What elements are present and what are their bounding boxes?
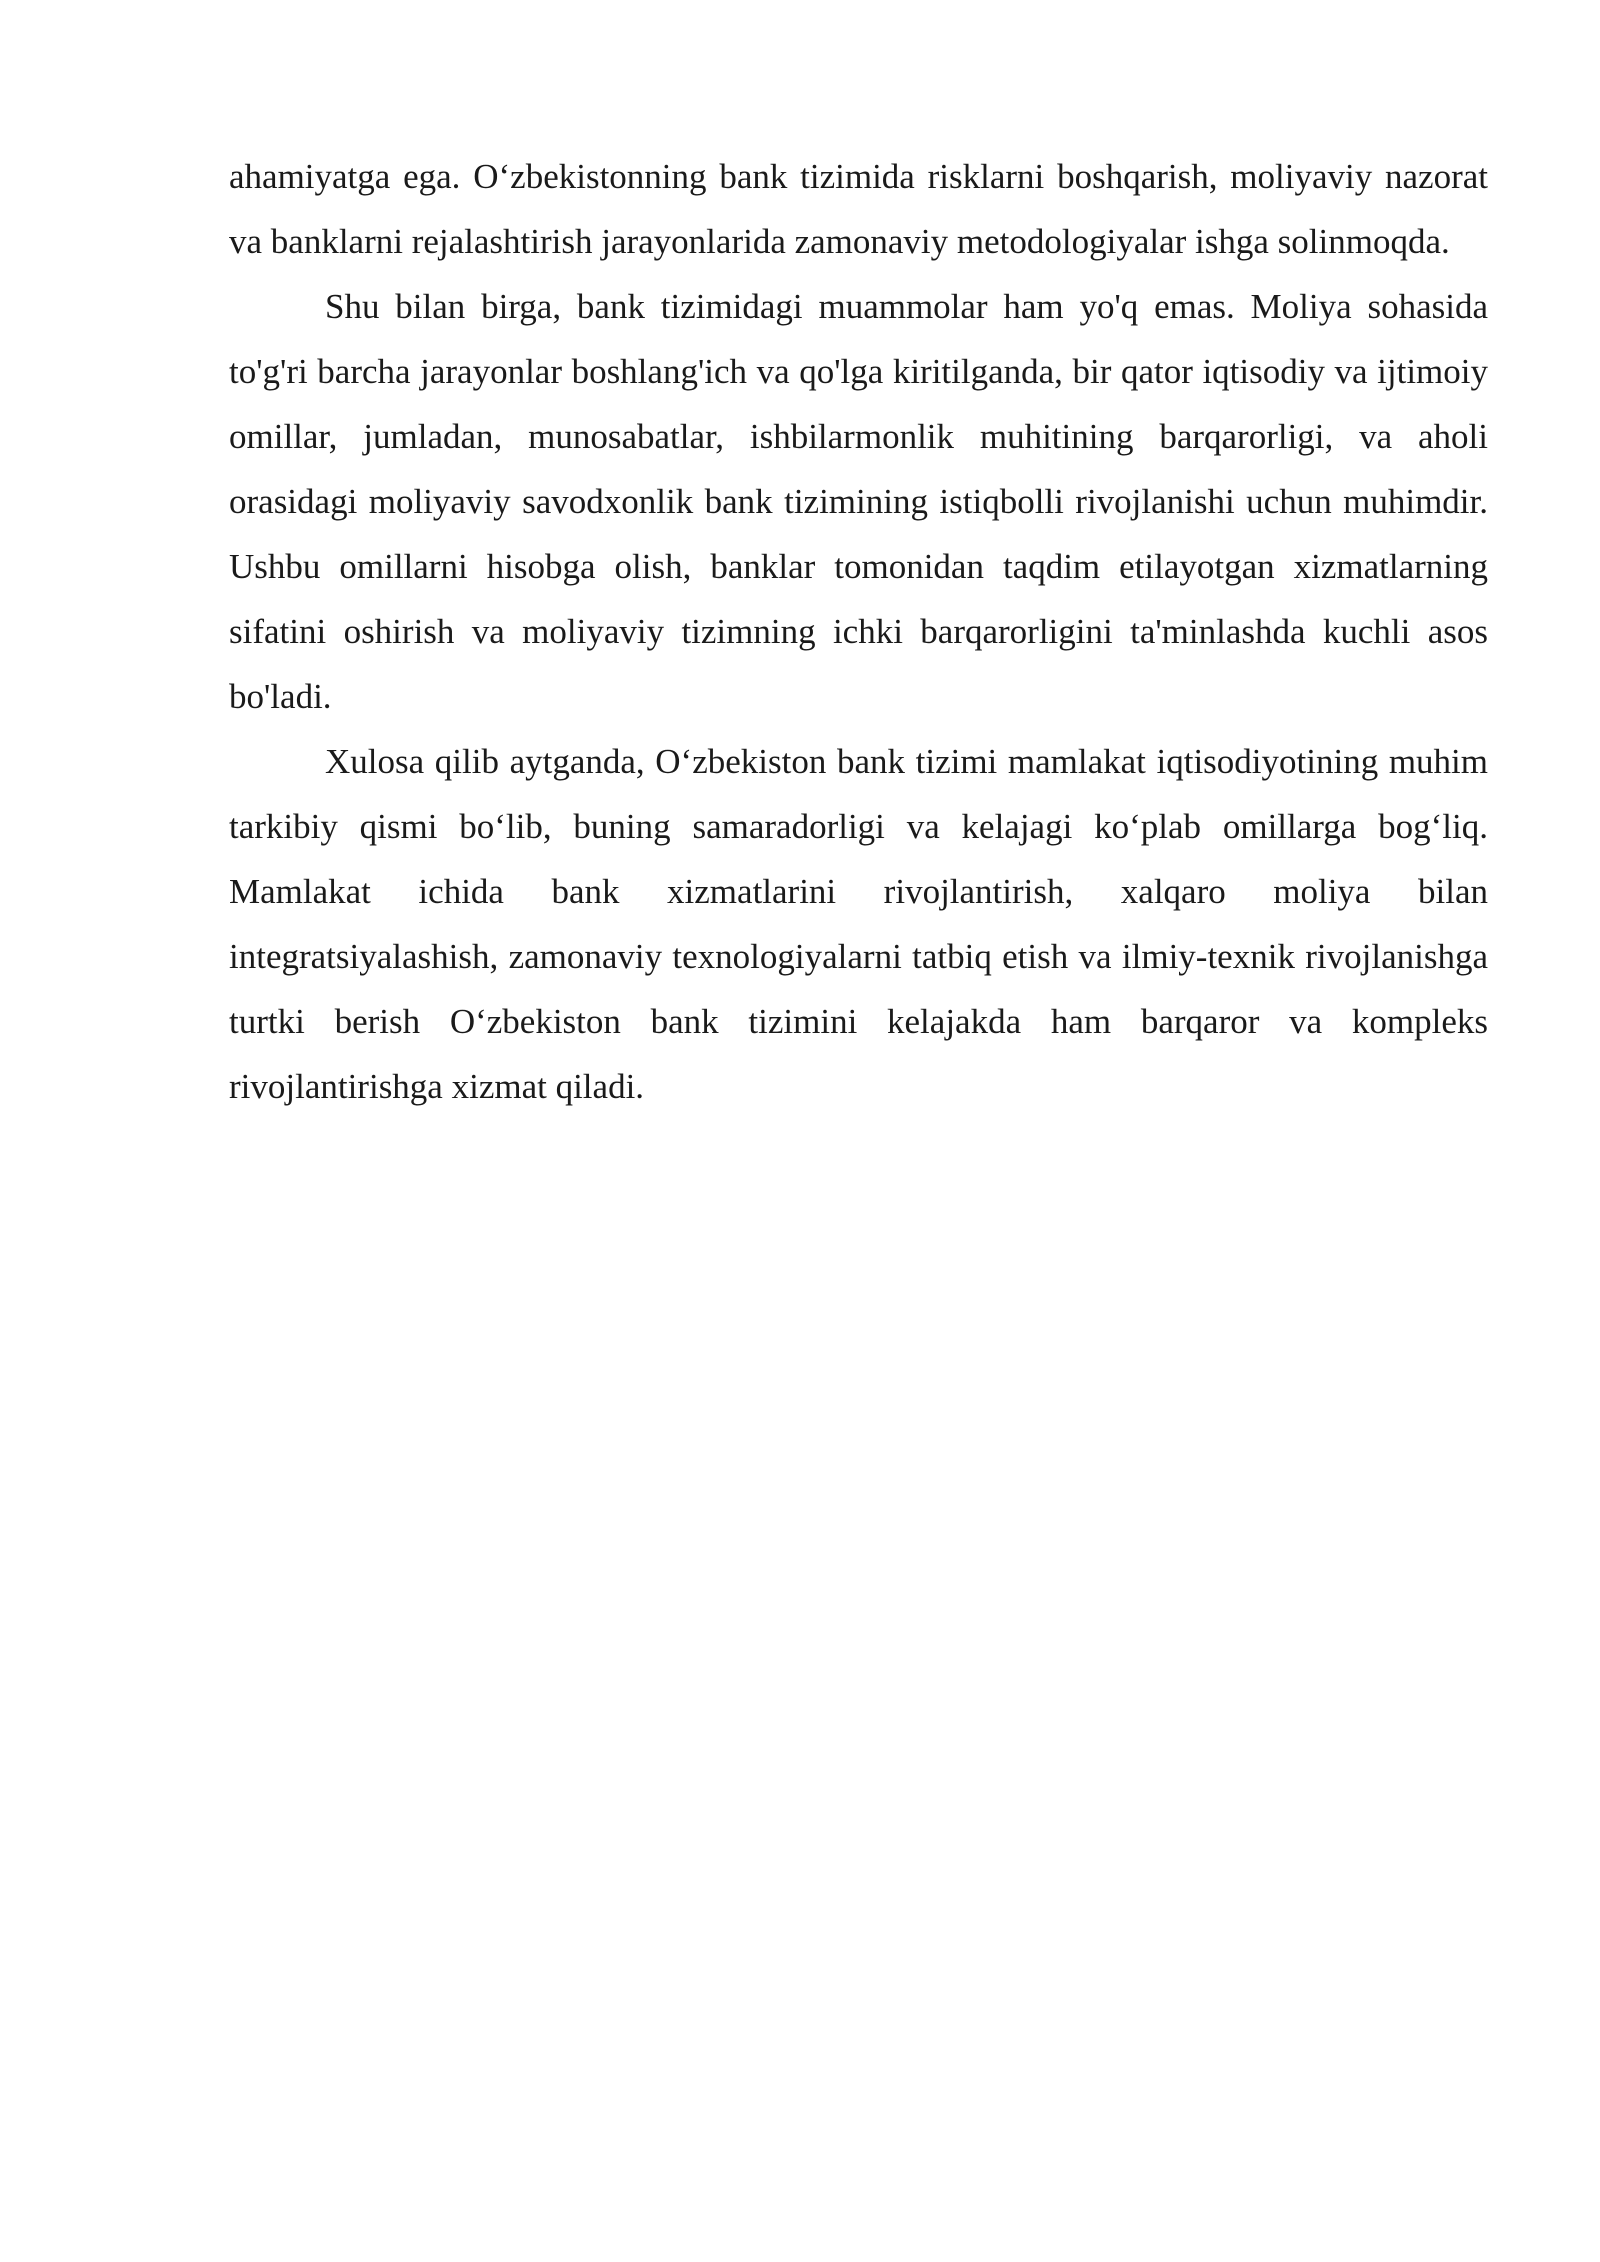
paragraph-conclusion: Xulosa qilib aytganda, O‘zbekiston bank tizimi mamlakat iqtisodiyotining muhim tarkibiy qismi bo‘lib, buning samaradorligi va kelajagi ko‘plab omillarga bog‘liq. Mamlakat ichida bank xizmatlarini rivojlantirish, xalqaro moliya bilan integratsiyalashish, zamonaviy texnologiyalarni tatbiq etish va ilmiy-texnik rivojlanishga turtki berish O‘zbekiston bank tizimini kelajakda ham barqaror va kompleks rivojlantirishga xizmat qiladi.: [229, 742, 1488, 1106]
paragraph-continuation: ahamiyatga ega. O‘zbekistonning bank tizimida risklarni boshqarish, moliyaviy nazorat va banklarni rejalashtirish jarayonlarida zamonaviy metodologiyalar ishga solinmoqda.: [229, 157, 1488, 261]
document-body: [229, 144, 1488, 1119]
paragraph-banking-problems: Shu bilan birga, bank tizimidagi muammolar ham yo'q emas. Moliya sohasida to'g'ri barcha jarayonlar boshlang'ich va qo'lga kiritilganda, bir qator iqtisodiy va ijtimoiy omillar, jumladan, munosabatlar, ishbilarmonlik muhitining barqarorligi, va aholi orasidagi moliyaviy savodxonlik bank tizimining istiqbolli rivojlanishi uchun muhimdir. Ushbu omillarni hisobga olish, banklar tomonidan taqdim etilayotgan xizmatlarning sifatini oshirish va moliyaviy tizimning ichki barqarorligini ta'minlashda kuchli asos bo'ladi.: [229, 287, 1488, 716]
